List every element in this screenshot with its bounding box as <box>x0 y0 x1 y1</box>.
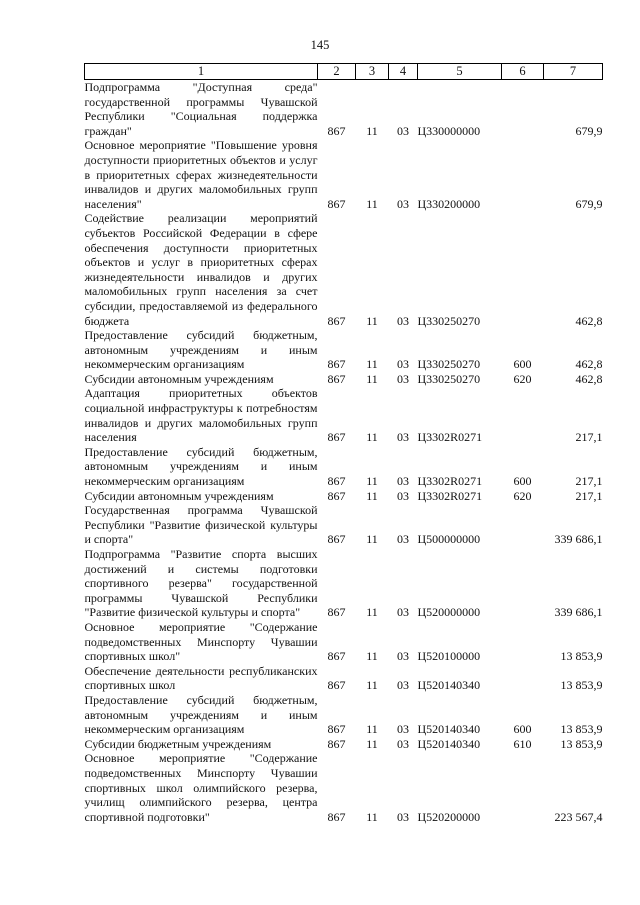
column-header: 6 <box>502 64 544 80</box>
cell-c6 <box>502 751 544 824</box>
cell-c5: Ц520140340 <box>417 722 481 737</box>
table-row <box>85 503 603 547</box>
cell-c7: 339 686,1 <box>554 532 603 547</box>
cell-c7: 462,8 <box>575 371 603 386</box>
cell-c3: 11 <box>366 722 378 737</box>
cell-c4: 03 <box>397 313 409 328</box>
row-name: Подпрограмма "Доступная среда" государственной программы Чувашской Республики "Социальная поддержка граждан" <box>84 80 318 138</box>
page-number: 145 <box>310 38 330 52</box>
cell-c6 <box>502 664 544 693</box>
cell-c6: 600 <box>513 474 532 489</box>
cell-c5: Ц330250270 <box>417 371 481 386</box>
cell-c4: 03 <box>397 532 409 547</box>
cell-c4: 03 <box>397 123 409 138</box>
cell-c3: 11 <box>366 313 378 328</box>
cell-c7: 217,1 <box>575 474 603 489</box>
column-header: 2 <box>318 64 356 80</box>
cell-c3: 11 <box>366 357 378 372</box>
cell-c2: 867 <box>327 678 346 693</box>
cell-c3: 11 <box>366 123 378 138</box>
row-name: Государственная программа Чувашской Республики "Развитие физической культуры и спорта" <box>84 503 318 547</box>
cell-c3: 11 <box>366 736 378 751</box>
table-row <box>85 445 603 489</box>
row-name: Субсидии автономным учреждениям <box>84 371 274 386</box>
column-header: 4 <box>389 64 418 80</box>
cell-c5: Ц330200000 <box>417 196 481 211</box>
row-name: Обеспечение деятельности республиканских спортивных школ <box>84 663 318 693</box>
cell-c6 <box>502 386 544 444</box>
cell-c7: 339 686,1 <box>554 605 603 620</box>
cell-c5: Ц330000000 <box>417 123 481 138</box>
cell-c2: 867 <box>327 736 346 751</box>
budget-table <box>84 63 603 824</box>
table-row <box>85 328 603 372</box>
cell-c7: 13 853,9 <box>560 649 603 664</box>
row-name: Основное мероприятие "Повышение уровня доступности приоритетных объектов и услуг в приоритетных сферах жизнедеятельности инвалидов и других маломобильных групп населения" <box>84 138 318 211</box>
column-header: 7 <box>544 64 603 80</box>
cell-c6 <box>502 138 544 211</box>
cell-c2: 867 <box>327 474 346 489</box>
cell-c4: 03 <box>397 809 409 824</box>
cell-c2: 867 <box>327 371 346 386</box>
cell-c7: 217,1 <box>575 430 603 445</box>
cell-c5: Ц330250270 <box>417 313 481 328</box>
cell-c4: 03 <box>397 357 409 372</box>
cell-c3: 11 <box>366 605 378 620</box>
row-name: Предоставление субсидий бюджетным, автономным учреждениям и иным некоммерческим организациям <box>84 328 318 372</box>
cell-c5: Ц520000000 <box>417 605 481 620</box>
cell-c7: 217,1 <box>575 488 603 503</box>
cell-c5: Ц330250270 <box>417 357 481 372</box>
cell-c2: 867 <box>327 649 346 664</box>
cell-c7: 13 853,9 <box>560 678 603 693</box>
cell-c5: Ц500000000 <box>417 532 481 547</box>
cell-c3: 11 <box>366 809 378 824</box>
cell-c4: 03 <box>397 736 409 751</box>
table-row <box>85 386 603 444</box>
cell-c3: 11 <box>366 430 378 445</box>
cell-c2: 867 <box>327 722 346 737</box>
cell-c6 <box>502 503 544 547</box>
cell-c2: 867 <box>327 313 346 328</box>
table-row <box>85 664 603 693</box>
cell-c5: Ц520200000 <box>417 809 481 824</box>
cell-c5: Ц3302R0271 <box>417 488 483 503</box>
cell-c4: 03 <box>397 722 409 737</box>
column-header: 1 <box>85 64 318 80</box>
cell-c4: 03 <box>397 371 409 386</box>
table-row <box>85 489 603 504</box>
cell-c7: 462,8 <box>575 357 603 372</box>
cell-c5: Ц520140340 <box>417 678 481 693</box>
cell-c7: 13 853,9 <box>560 722 603 737</box>
cell-c2: 867 <box>327 123 346 138</box>
cell-c2: 867 <box>327 605 346 620</box>
cell-c2: 867 <box>327 196 346 211</box>
cell-c5: Ц3302R0271 <box>417 430 483 445</box>
row-name: Основное мероприятие "Содержание подведомственных Минспорту Чувашии спортивных школ" <box>84 619 318 664</box>
cell-c5: Ц3302R0271 <box>417 474 483 489</box>
cell-c2: 867 <box>327 532 346 547</box>
table-body <box>85 80 603 825</box>
cell-c4: 03 <box>397 649 409 664</box>
cell-c3: 11 <box>366 649 378 664</box>
row-name: Предоставление субсидий бюджетным, автономным учреждениям и иным некоммерческим организациям <box>84 692 318 737</box>
cell-c6: 620 <box>513 488 532 503</box>
cell-c2: 867 <box>327 430 346 445</box>
cell-c3: 11 <box>366 196 378 211</box>
row-name: Субсидии автономным учреждениям <box>84 488 274 503</box>
cell-c3: 11 <box>366 371 378 386</box>
cell-c6 <box>502 80 544 139</box>
cell-c4: 03 <box>397 488 409 503</box>
table-row <box>85 138 603 211</box>
cell-c5: Ц520100000 <box>417 649 481 664</box>
row-name: Адаптация приоритетных объектов социальной инфраструктуры к потребностям инвалидов и других маломобильных групп населения <box>84 386 318 445</box>
row-name: Подпрограмма "Развитие спорта высших достижений и системы подготовки спортивного резерва" государственной программы Чувашской Республики "Развитие физической культуры и спорта" <box>84 547 318 620</box>
cell-c7: 223 567,4 <box>554 809 603 824</box>
table-row <box>85 693 603 737</box>
cell-c7: 679,9 <box>575 196 603 211</box>
cell-c2: 867 <box>327 488 346 503</box>
cell-c4: 03 <box>397 430 409 445</box>
cell-c6 <box>502 547 544 620</box>
cell-c4: 03 <box>397 605 409 620</box>
table-row <box>85 372 603 387</box>
cell-c7: 462,8 <box>575 313 603 328</box>
table-row <box>85 737 603 752</box>
table-row <box>85 547 603 620</box>
cell-c4: 03 <box>397 678 409 693</box>
row-name: Субсидии бюджетным учреждениям <box>84 736 272 751</box>
table-row <box>85 80 603 139</box>
cell-c6: 600 <box>513 357 532 372</box>
cell-c5: Ц520140340 <box>417 736 481 751</box>
cell-c3: 11 <box>366 532 378 547</box>
column-header: 5 <box>418 64 502 80</box>
cell-c3: 11 <box>366 474 378 489</box>
cell-c3: 11 <box>366 678 378 693</box>
cell-c3: 11 <box>366 488 378 503</box>
cell-c4: 03 <box>397 474 409 489</box>
cell-c6: 600 <box>513 722 532 737</box>
cell-c6: 620 <box>513 371 532 386</box>
table-row <box>85 211 603 328</box>
header-row <box>85 64 603 80</box>
cell-c7: 13 853,9 <box>560 736 603 751</box>
table-row <box>85 751 603 824</box>
cell-c7: 679,9 <box>575 123 603 138</box>
column-header: 3 <box>356 64 389 80</box>
cell-c6 <box>502 211 544 328</box>
row-name: Содействие реализации мероприятий субъектов Российской Федерации в сфере обеспечения доступности приоритетных объектов и услуг в приоритетных сферах жизнедеятельности инвалидов и других маломобильных групп населения за счет субсидии, предоставляемой из федерального бюджета <box>84 211 318 328</box>
cell-c2: 867 <box>327 809 346 824</box>
row-name: Предоставление субсидий бюджетным, автономным учреждениям и иным некоммерческим организациям <box>84 444 318 489</box>
cell-c6 <box>502 620 544 664</box>
cell-c4: 03 <box>397 196 409 211</box>
cell-c6: 610 <box>513 736 532 751</box>
table-row <box>85 620 603 664</box>
cell-c2: 867 <box>327 357 346 372</box>
row-name: Основное мероприятие "Содержание подведомственных Минспорту Чувашии спортивных школ олимпийского резерва, училищ олимпийского резерва, центра спортивной подготовки" <box>84 751 318 824</box>
